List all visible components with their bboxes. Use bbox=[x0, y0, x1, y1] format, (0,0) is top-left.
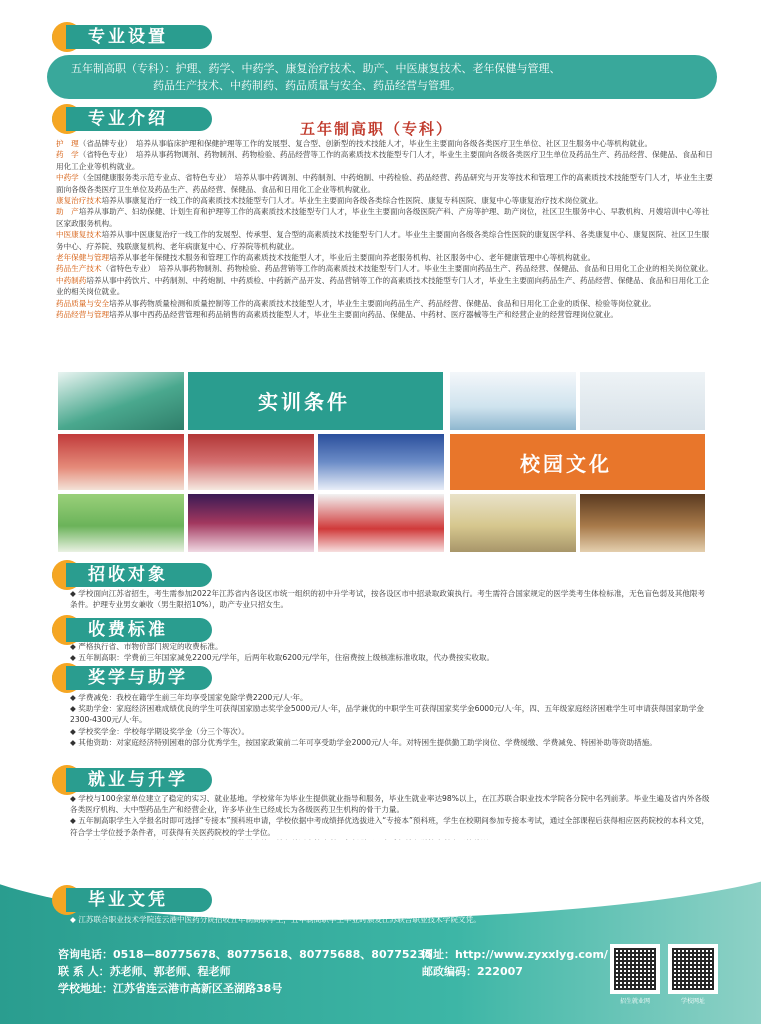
qr-code-icon bbox=[672, 948, 714, 990]
majors-box bbox=[47, 55, 717, 99]
phone: 咨询电话：0518—80775678、80775618、80775688、80775235 bbox=[58, 948, 433, 961]
section-header-zhuanye-jieshao bbox=[52, 104, 212, 134]
qr-label: 学校网址 bbox=[680, 998, 705, 1005]
section-title: 奖学与助学 bbox=[66, 666, 212, 690]
biye-text bbox=[70, 914, 710, 925]
major-name: 中医康复技术 bbox=[56, 230, 102, 240]
majors-line-2: 药品生产技术、中药制药、药品质量与安全、药品经营与管理。 bbox=[153, 79, 461, 92]
major-intro-item bbox=[56, 252, 716, 263]
major-name: 护 理 bbox=[56, 139, 79, 148]
paragraph: ◆ 江苏联合职业技术学院连云港中医药分院招收五年制高职学生，五年制高职学生毕业时颁发江苏联合职业技术学院文凭。 bbox=[70, 915, 481, 924]
photo-taichi bbox=[58, 494, 184, 552]
paragraph: ◆ 五年制高职：学费前三年国家减免2200元/学年，后两年收取6200元/学年，住宿费按上级核准标准收取，代办费按实收取。 bbox=[70, 653, 495, 663]
section-header-jiuye bbox=[52, 765, 212, 795]
paragraph: ◆ 五年制高职学生入学报名时即可选择“专接本”预科班申请，学校依据中考成绩择优选拔进入“专接本”预科班，学生在校期间参加专接本考试，通过全部课程后获得相应医药院校的本科文凭，符合学士学位授予条件者，可获得有关医药院校的学士学位。 bbox=[70, 816, 710, 837]
major-intro-item bbox=[56, 263, 716, 274]
qr-code-recruit[interactable] bbox=[610, 944, 660, 994]
address: 学校地址：江苏省连云港市高新区圣湖路38号 bbox=[58, 982, 283, 995]
major-description: 培养从事老年保健技术服务和管理工作的高素质技术技能型人才，毕业后主要面向养老服务机构、社区服务中心、老年健康管理中心等机构就业。 bbox=[109, 253, 596, 263]
section-title: 毕业文凭 bbox=[66, 888, 212, 912]
section-header-zhaosheng bbox=[52, 560, 212, 590]
majors-line-1: 五年制高职（专科）：护理、药学、中药学、康复治疗技术、助产、中医康复技术、老年保健与管理、 bbox=[71, 62, 561, 75]
paragraph: ◆ 学费减免：我校在籍学生前三年均享受国家免除学费2200元/人·年。 bbox=[70, 693, 308, 702]
major-intro-item bbox=[56, 172, 716, 195]
major-description: 培养从事中西药品经营管理和药品销售的高素质技能型人才，毕业生主要面向药品、保健品、中药材、医疗器械等生产和经营企业的经营管理岗位就业。 bbox=[109, 310, 618, 320]
major-intro-item bbox=[56, 275, 716, 298]
footer-web bbox=[422, 946, 608, 980]
major-description: 培养从事中药饮片、中药制剂、中药炮制、中药质检、中药新产品开发、药品营销等工作的高素质技术技能型专门人才，毕业生主要面向药品生产、药品经营、保健品、食品和日用化工企业的相关岗位就业。 bbox=[56, 275, 710, 297]
photo-nurses bbox=[58, 372, 184, 430]
major-description: （全国健康服务类示范专业点、省特色专业） 培养从事中药调剂、中药制剂、中药炮制、中药检验、药品经营、药品研究与开发等技术和管理工作的高素质技术技能型专门人才，毕业生主要面向各级各类医疗卫生单位及药品生产、药品经营、保健品、食品和日用化工企业等机构就业。 bbox=[56, 173, 713, 194]
photo-group bbox=[58, 434, 184, 490]
major-description: （省特色专业） 培养从事药物调剂、药物制剂、药物检验、药品经营等工作的高素质技术技能型专门人才，毕业生主要面向各级各类医疗卫生单位及药品生产、药品经营、保健品、食品和日用化工企业等机构就业。 bbox=[56, 150, 713, 171]
major-intro-item bbox=[56, 298, 716, 309]
paragraph: ◆ 学校奖学金：学校每学期设奖学金（分三个等次）。 bbox=[70, 726, 250, 736]
section-title: 专业设置 bbox=[66, 25, 212, 49]
major-name: 药品生产技术 bbox=[56, 264, 102, 274]
contact-person: 联 系 人：苏老师、郭老师、程老师 bbox=[58, 965, 231, 978]
major-intro-list bbox=[56, 138, 716, 321]
shoufei-text bbox=[70, 641, 710, 663]
paragraph: ◆ 严格执行省、市物价部门规定的收费标准。 bbox=[70, 642, 223, 651]
major-name: 老年保健与管理 bbox=[56, 253, 110, 263]
section-title: 收费标准 bbox=[66, 618, 212, 642]
major-name: 药品经营与管理 bbox=[56, 310, 110, 320]
banner-xiaoyuan-text: 校园文化 bbox=[520, 452, 612, 476]
major-intro-item bbox=[56, 138, 716, 149]
major-intro-item bbox=[56, 206, 716, 229]
major-description: 培养从事中医康复治疗一线工作的发展型、传承型、复合型的高素质技术技能型专门人才。毕业生主要面向各级各类综合性医院的康复医学科、各类康复中心、康复医院、社区卫生服务中心、疗养院、残联康复机构、老年病康复中心、疗养院等机构就业。 bbox=[56, 230, 710, 251]
photo-award bbox=[188, 434, 314, 490]
major-description: 培养从事药物质量检测和质量控制等工作的高素质技术技能型人才，毕业生主要面向药品生产、药品经营、保健品、食品和日用化工企业的质保、检验等岗位就业。 bbox=[109, 298, 656, 308]
section-header-biye bbox=[52, 885, 212, 915]
major-name: 药品质量与安全 bbox=[56, 298, 110, 308]
qr-label: 招生就业网 bbox=[619, 998, 650, 1005]
photo-collage bbox=[58, 372, 705, 558]
website[interactable]: 网址：http://www.zyxxlyg.com/ bbox=[422, 948, 608, 961]
jiangxue-text bbox=[70, 692, 710, 748]
qr-code-site[interactable] bbox=[668, 944, 718, 994]
photo-lab bbox=[450, 372, 576, 430]
major-description: 培养从事助产、妇幼保健、计划生育和护理等工作的高素质技术技能型专门人才，毕业生主要面向各级医院产科、产房等护理、助产岗位，社区卫生服务中心、早教机构、月嫂培训中心等社区家政服务机构。 bbox=[56, 207, 710, 228]
photo-performance bbox=[318, 494, 444, 552]
photo-ceremony bbox=[318, 434, 444, 490]
major-description: （省特色专业） 培养从事药物制剂、药物检验、药品营销等工作的高素质技术技能型专门人才。毕业生主要面向药品生产、药品经营、保健品、食品和日用化工企业的相关岗位就业。 bbox=[101, 264, 713, 274]
paragraph: ◆ 其他资助：对家庭经济特别困难的部分优秀学生，按国家政策前二年可享受助学金2000元/人·年。对特困生提供勤工助学岗位、学费缓缴、学费减免、特困补助等资助措施。 bbox=[70, 737, 657, 747]
zhaosheng-text bbox=[70, 588, 710, 610]
major-name: 助 产 bbox=[56, 207, 79, 217]
section-title: 专业介绍 bbox=[66, 107, 212, 131]
footer-contact bbox=[58, 946, 433, 997]
banner-shixun-text: 实训条件 bbox=[258, 390, 350, 414]
major-intro-item bbox=[56, 229, 716, 252]
major-intro-item bbox=[56, 195, 716, 206]
section-header-jiangxue bbox=[52, 663, 212, 693]
photo-museum bbox=[580, 494, 705, 552]
paragraph: ◆ 学校面向江苏省招生，考生需参加2022年江苏省内各设区市统一组织的初中升学考试，按各设区市中招录取政策执行。考生需符合国家规定的医学类考生体检标准，无色盲色弱及其他限考条件。护理专业男女兼收（男生限招10%），助产专业只招女生。 bbox=[70, 589, 706, 610]
qr-code-icon bbox=[614, 948, 656, 990]
major-name: 中药学 bbox=[56, 173, 79, 183]
banner-shixun bbox=[188, 372, 443, 430]
major-description: （省品牌专业） 培养从事临床护理和保健护理等工作的发展型、复合型、创新型的技术技能人才，毕业生主要面向各级各类医疗卫生单位、社区卫生服务中心等机构就业。 bbox=[78, 139, 653, 148]
major-description: 培养从事康复治疗一线工作的高素质技术技能型专门人才。毕业生主要面向各级各类综合性医院、康复专科医院、康复中心等康复治疗技术岗位就业。 bbox=[101, 196, 603, 206]
section-title: 就业与升学 bbox=[66, 768, 212, 792]
photo-stage bbox=[188, 494, 314, 552]
banner-xiaoyuan bbox=[450, 434, 705, 490]
photo-protective bbox=[450, 494, 576, 552]
major-name: 中药制药 bbox=[56, 275, 87, 285]
section-title: 招收对象 bbox=[66, 563, 212, 587]
major-name: 药 学 bbox=[56, 150, 79, 160]
photo-corridor bbox=[580, 372, 705, 430]
postcode: 邮政编码：222007 bbox=[422, 965, 523, 978]
paragraph: ◆ 学校与100余家单位建立了稳定的实习、就业基地。学校常年为毕业生提供就业指导和服务，毕业生就业率达98%以上，在江苏联合职业技术学院各分院中名列前茅。毕业生遍及省内外各级各类医疗机构、大中型药品生产和经营企业，许多毕业生已经成长为各级医药卫生机构的骨干力量。 bbox=[70, 794, 710, 815]
paragraph: ◆ 奖助学金：家庭经济困难成绩优良的学生可获得国家励志奖学金5000元/人·年，品学兼优的中职学生可获得国家奖学金6000元/人·年，四、五年级家庭经济困难学生可申请获得国家助学金2300-4300元/人·年。 bbox=[70, 704, 704, 725]
major-name: 康复治疗技术 bbox=[56, 196, 102, 206]
intro-title: 五年制高职（专科） bbox=[300, 120, 454, 138]
major-intro-item bbox=[56, 149, 716, 172]
major-intro-item bbox=[56, 309, 716, 320]
section-header-zhuanye-shezhi bbox=[52, 22, 212, 52]
